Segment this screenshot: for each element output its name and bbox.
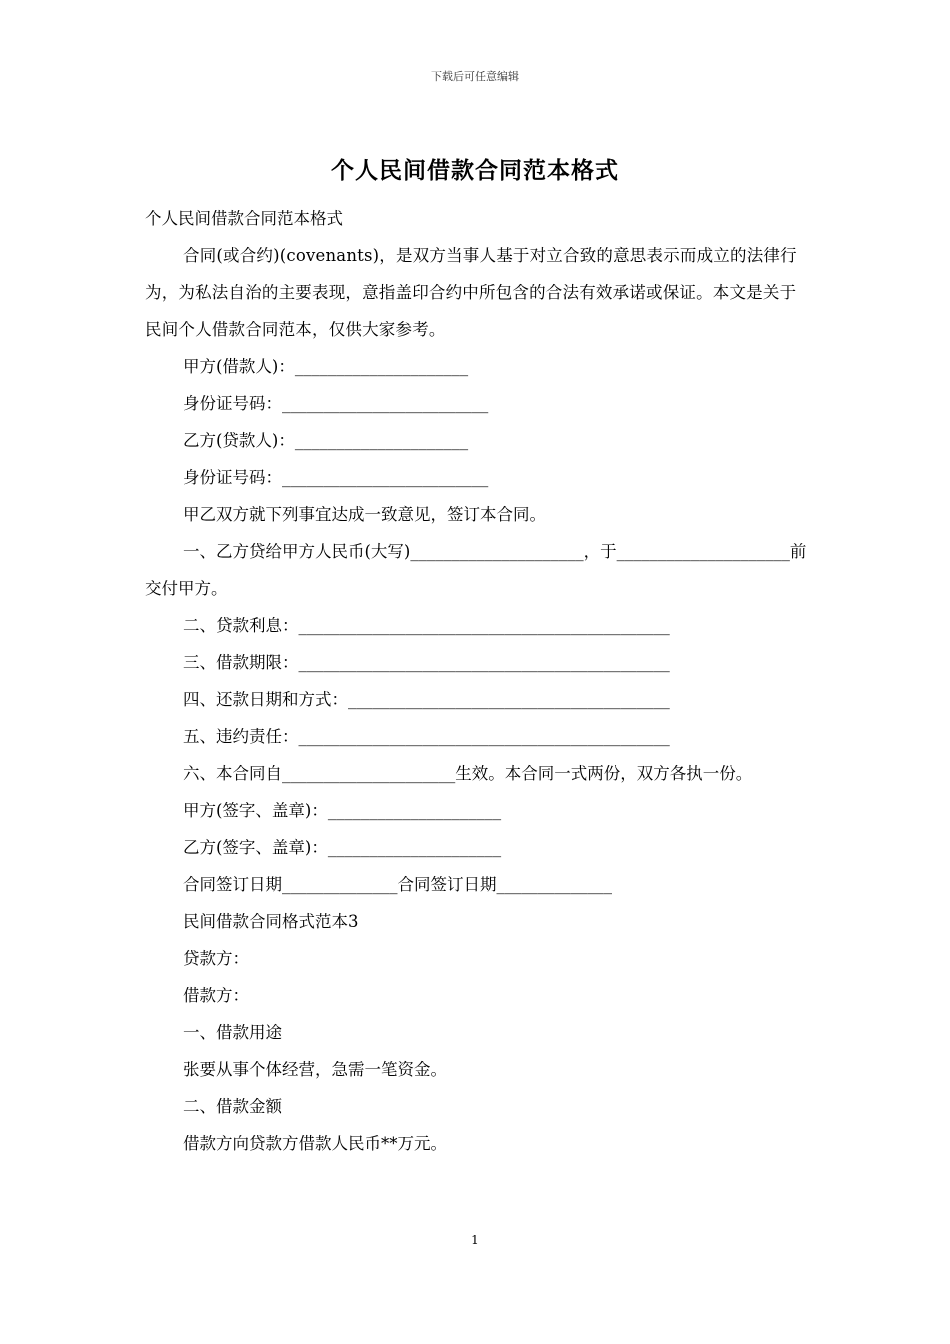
party-b-id: 身份证号码：_________________________ [183,468,489,487]
clause-4-repayment: 四、还款日期和方式：_______________________________________ [183,690,670,709]
borrower-line: 借款方： [183,986,249,1005]
party-a-borrower: 甲方(借款人)：_____________________ [183,357,469,376]
section-1-purpose: 一、借款用途 [183,1023,282,1042]
party-b-signature: 乙方(签字、盖章)：_____________________ [183,838,502,857]
agreement-statement: 甲乙双方就下列事宜达成一致意见，签订本合同。 [183,505,546,524]
template-3-heading: 民间借款合同格式范本3 [183,912,359,931]
clause-2-interest: 二、贷款利息：_____________________________________________ [183,616,670,635]
clause-6-effective: 六、本合同自_____________________生效。本合同一式两份，双方各执一份。 [183,764,753,783]
party-a-signature: 甲方(签字、盖章)：_____________________ [183,801,502,820]
signing-dates: 合同签订日期______________合同签订日期______________ [183,875,612,894]
amount-text: 借款方向贷款方借款人民币**万元。 [183,1134,447,1153]
section-2-amount: 二、借款金额 [183,1097,282,1116]
page-header: 下载后可任意编辑 [431,70,519,83]
intro-paragraph: 合同(或合约)(covenants)，是双方当事人基于对立合致的意思表示而成立的法律行为，为私法自治的主要表现，意指盖印合约中所包含的合法有效承诺或保证。本文是关于民间个人借款合同范本，仅供大家参考。 [145,246,797,339]
clause-3-term: 三、借款期限：_____________________________________________ [183,653,670,672]
clause-1-amount: 一、乙方贷给甲方人民币(大写)_____________________，于_____________________前交付甲方。 [145,542,807,598]
purpose-text: 张要从事个体经营，急需一笔资金。 [183,1060,447,1079]
lender-line: 贷款方： [183,949,249,968]
document-title: 个人民间借款合同范本格式 [331,157,619,184]
page-number: 1 [471,1233,479,1247]
clause-5-liability: 五、违约责任：_____________________________________________ [183,727,670,746]
subtitle-line: 个人民间借款合同范本格式 [145,209,343,228]
party-a-id: 身份证号码：_________________________ [183,394,489,413]
document-body [145,200,810,1162]
party-b-lender: 乙方(贷款人)：_____________________ [183,431,469,450]
